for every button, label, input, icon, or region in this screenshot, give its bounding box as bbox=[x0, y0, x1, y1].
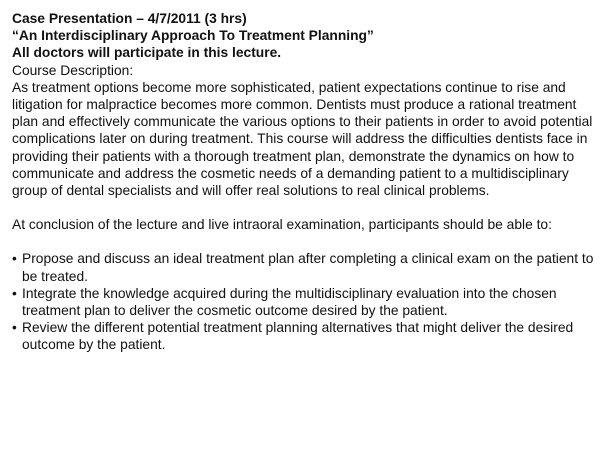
objective-text: Review the different potential treatment planning alternatives that might deliver the desired outcome by the patient. bbox=[22, 320, 574, 353]
bullet-icon: • bbox=[12, 251, 17, 267]
course-description-body: As treatment options become more sophisticated, patient expectations continue to rise and litigation for malpractice becomes more common. Dentists must produce a rational treatment plan and effectively communicate the various options to their patients in order to avoid potential complications later on during treatment. This course will address the difficulties dentists face in providing their patients with a thorough treatment plan, demonstrate the dynamics on how to communicate and address the cosmetic needs of a demanding patient to a multidisciplinary group of dental specialists and will offer real solutions to real clinical problems. bbox=[12, 79, 593, 199]
objective-text: Propose and discuss an ideal treatment plan after completing a clinical exam on the patient to be treated. bbox=[22, 251, 594, 284]
document-page bbox=[12, 10, 602, 354]
bullet-icon: • bbox=[12, 285, 17, 301]
objective-item bbox=[12, 250, 602, 284]
bullet-icon: • bbox=[12, 320, 17, 336]
objective-text: Integrate the knowledge acquired during the multidisciplinary evaluation into the chosen treatment plan to deliver the cosmetic outcome desired by the patient. bbox=[22, 285, 557, 319]
header-title: Case Presentation – 4/7/2011 (3 hrs) bbox=[12, 11, 247, 26]
header-note: All doctors will participate in this lecture. bbox=[12, 45, 282, 61]
objective-item bbox=[12, 319, 602, 353]
objective-item bbox=[12, 285, 602, 319]
objectives-intro: At conclusion of the lecture and live intraoral examination, participants should be able to: bbox=[12, 217, 552, 233]
objectives-list bbox=[12, 250, 602, 353]
header-subtitle: “An Interdisciplinary Approach To Treatment Planning” bbox=[12, 28, 374, 44]
course-description-heading: Course Description: bbox=[12, 62, 134, 78]
